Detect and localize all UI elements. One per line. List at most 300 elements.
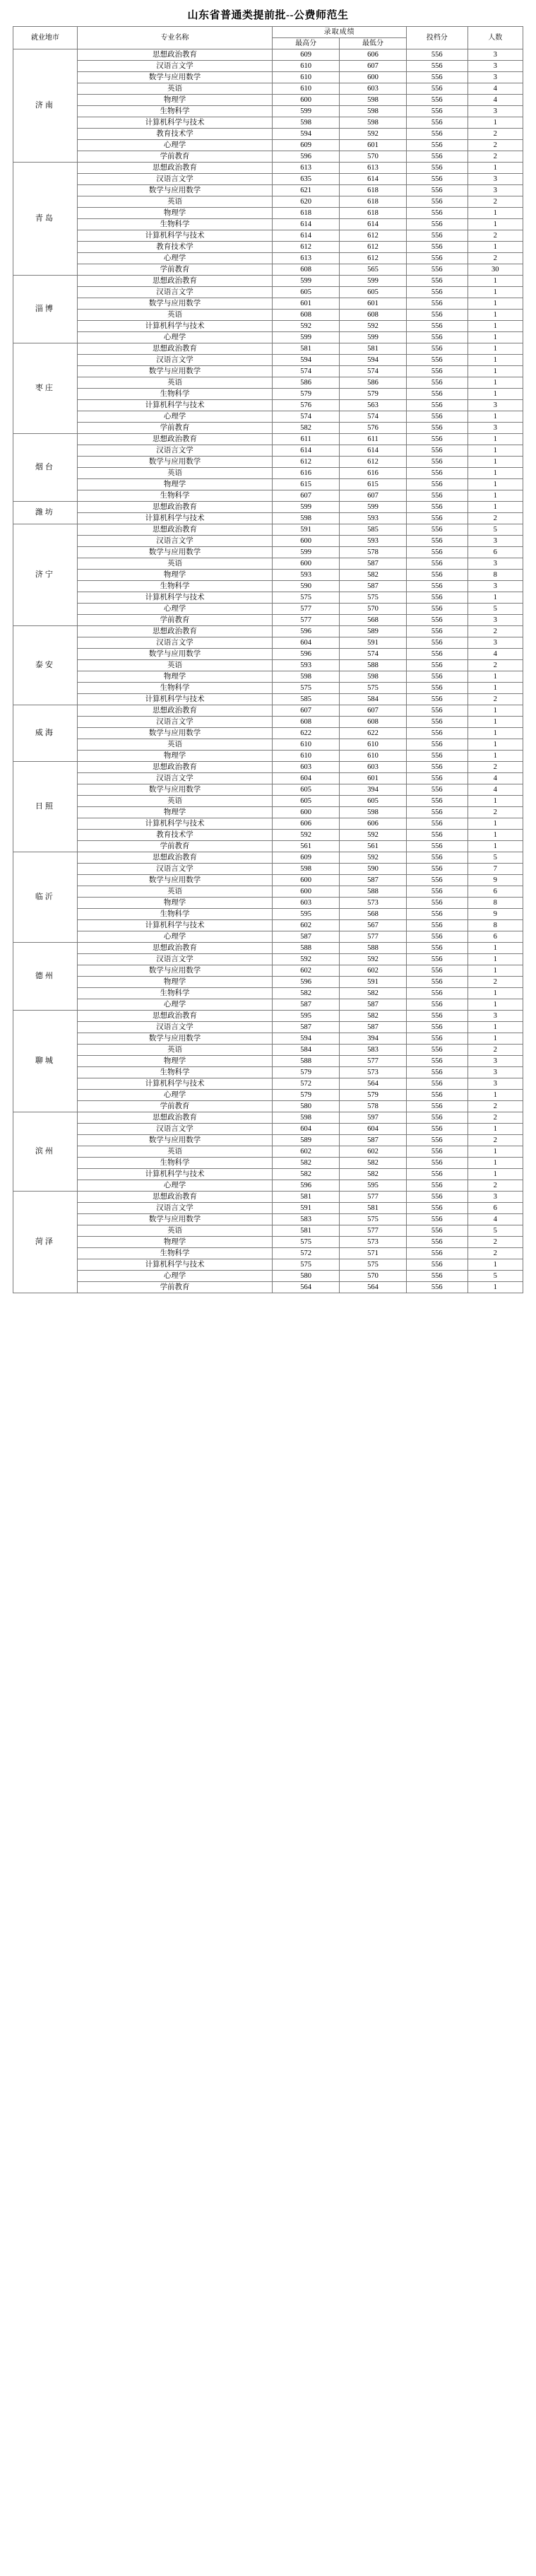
- count-cell: 1: [467, 683, 523, 694]
- count-cell: 1: [467, 343, 523, 355]
- count-cell: 1: [467, 479, 523, 490]
- max-score-cell: 580: [273, 1101, 340, 1112]
- max-score-cell: 600: [273, 875, 340, 886]
- major-name-cell: 计算机科学与技术: [77, 400, 272, 411]
- count-cell: 1: [467, 592, 523, 604]
- table-row: [13, 660, 523, 671]
- cut-score-cell: 556: [406, 502, 467, 513]
- table-row: [13, 1271, 523, 1282]
- major-name-cell: 英语: [77, 1225, 272, 1237]
- cut-score-cell: 556: [406, 1067, 467, 1078]
- min-score-cell: 601: [340, 140, 407, 151]
- cut-score-cell: 556: [406, 321, 467, 332]
- table-row: [13, 151, 523, 163]
- min-score-cell: 575: [340, 1259, 407, 1271]
- min-score-cell: 605: [340, 796, 407, 807]
- cut-score-cell: 556: [406, 807, 467, 818]
- count-cell: 3: [467, 185, 523, 196]
- max-score-cell: 575: [273, 1259, 340, 1271]
- max-score-cell: 587: [273, 1022, 340, 1033]
- min-score-cell: 589: [340, 626, 407, 637]
- max-score-cell: 582: [273, 1169, 340, 1180]
- min-score-cell: 570: [340, 151, 407, 163]
- cut-score-cell: 556: [406, 490, 467, 502]
- table-row: [13, 1045, 523, 1056]
- max-score-cell: 602: [273, 920, 340, 931]
- table-row: [13, 999, 523, 1011]
- count-cell: 9: [467, 909, 523, 920]
- major-name-cell: 学前教育: [77, 1282, 272, 1293]
- major-name-cell: 思想政治教育: [77, 276, 272, 287]
- major-name-cell: 英语: [77, 468, 272, 479]
- min-score-cell: 605: [340, 287, 407, 298]
- min-score-cell: 581: [340, 343, 407, 355]
- min-score-cell: 590: [340, 864, 407, 875]
- cut-score-cell: 556: [406, 117, 467, 129]
- count-cell: 3: [467, 581, 523, 592]
- count-cell: 3: [467, 1192, 523, 1203]
- max-score-cell: 561: [273, 841, 340, 852]
- min-score-cell: 582: [340, 570, 407, 581]
- max-score-cell: 564: [273, 1282, 340, 1293]
- min-score-cell: 611: [340, 434, 407, 445]
- major-name-cell: 生物科学: [77, 909, 272, 920]
- min-score-cell: 587: [340, 1022, 407, 1033]
- count-cell: 1: [467, 366, 523, 377]
- table-row: [13, 694, 523, 705]
- max-score-cell: 621: [273, 185, 340, 196]
- min-score-cell: 593: [340, 513, 407, 524]
- max-score-cell: 594: [273, 129, 340, 140]
- cut-score-cell: 556: [406, 1022, 467, 1033]
- cut-score-cell: 556: [406, 219, 467, 230]
- count-cell: 7: [467, 864, 523, 875]
- cut-score-cell: 556: [406, 513, 467, 524]
- table-row: [13, 468, 523, 479]
- count-cell: 3: [467, 61, 523, 72]
- min-score-cell: 598: [340, 671, 407, 683]
- major-name-cell: 计算机科学与技术: [77, 1259, 272, 1271]
- major-name-cell: 汉语言文学: [77, 355, 272, 366]
- min-score-cell: 597: [340, 1112, 407, 1124]
- major-name-cell: 思想政治教育: [77, 343, 272, 355]
- max-score-cell: 598: [273, 864, 340, 875]
- min-score-cell: 595: [340, 1180, 407, 1192]
- count-cell: 3: [467, 637, 523, 649]
- cut-score-cell: 556: [406, 1045, 467, 1056]
- count-cell: 1: [467, 219, 523, 230]
- major-name-cell: 教育技术学: [77, 830, 272, 841]
- major-name-cell: 汉语言文学: [77, 287, 272, 298]
- major-name-cell: 生物科学: [77, 581, 272, 592]
- count-cell: 2: [467, 1045, 523, 1056]
- count-cell: 3: [467, 1067, 523, 1078]
- cut-score-cell: 556: [406, 400, 467, 411]
- major-name-cell: 英语: [77, 377, 272, 389]
- cut-score-cell: 556: [406, 1112, 467, 1124]
- cut-score-cell: 556: [406, 999, 467, 1011]
- table-row: [13, 807, 523, 818]
- count-cell: 6: [467, 1203, 523, 1214]
- cut-score-cell: 556: [406, 524, 467, 536]
- min-score-cell: 602: [340, 1146, 407, 1158]
- cut-score-cell: 556: [406, 1011, 467, 1022]
- max-score-cell: 598: [273, 117, 340, 129]
- max-score-cell: 587: [273, 931, 340, 943]
- min-score-cell: 592: [340, 830, 407, 841]
- min-score-cell: 608: [340, 310, 407, 321]
- major-name-cell: 数学与应用数学: [77, 366, 272, 377]
- count-cell: 1: [467, 411, 523, 423]
- table-row: [13, 332, 523, 343]
- cut-score-cell: 556: [406, 208, 467, 219]
- count-cell: 3: [467, 106, 523, 117]
- major-name-cell: 思想政治教育: [77, 943, 272, 954]
- cut-score-cell: 556: [406, 1056, 467, 1067]
- count-cell: 1: [467, 1022, 523, 1033]
- count-cell: 2: [467, 253, 523, 264]
- table-row: [13, 671, 523, 683]
- min-score-cell: 610: [340, 739, 407, 751]
- table-row: [13, 1248, 523, 1259]
- min-score-cell: 585: [340, 524, 407, 536]
- count-cell: 2: [467, 196, 523, 208]
- count-cell: 30: [467, 264, 523, 276]
- max-score-cell: 612: [273, 242, 340, 253]
- table-row: [13, 943, 523, 954]
- header-major: 专业名称: [77, 27, 272, 49]
- table-row: [13, 377, 523, 389]
- count-cell: 1: [467, 117, 523, 129]
- cut-score-cell: 556: [406, 185, 467, 196]
- table-row: [13, 185, 523, 196]
- min-score-cell: 577: [340, 1192, 407, 1203]
- max-score-cell: 608: [273, 717, 340, 728]
- table-row: [13, 717, 523, 728]
- major-name-cell: 计算机科学与技术: [77, 1169, 272, 1180]
- cut-score-cell: 556: [406, 965, 467, 977]
- max-score-cell: 583: [273, 1214, 340, 1225]
- max-score-cell: 581: [273, 343, 340, 355]
- max-score-cell: 574: [273, 411, 340, 423]
- cut-score-cell: 556: [406, 536, 467, 547]
- cut-score-cell: 556: [406, 355, 467, 366]
- major-name-cell: 生物科学: [77, 988, 272, 999]
- cut-score-cell: 556: [406, 310, 467, 321]
- min-score-cell: 579: [340, 1090, 407, 1101]
- major-name-cell: 英语: [77, 83, 272, 95]
- max-score-cell: 593: [273, 660, 340, 671]
- cut-score-cell: 556: [406, 1078, 467, 1090]
- min-score-cell: 603: [340, 83, 407, 95]
- count-cell: 1: [467, 445, 523, 457]
- min-score-cell: 618: [340, 185, 407, 196]
- max-score-cell: 605: [273, 784, 340, 796]
- major-name-cell: 心理学: [77, 332, 272, 343]
- min-score-cell: 568: [340, 615, 407, 626]
- major-name-cell: 心理学: [77, 411, 272, 423]
- table-row: [13, 423, 523, 434]
- max-score-cell: 610: [273, 751, 340, 762]
- cut-score-cell: 556: [406, 253, 467, 264]
- max-score-cell: 600: [273, 95, 340, 106]
- min-score-cell: 606: [340, 49, 407, 61]
- max-score-cell: 586: [273, 377, 340, 389]
- count-cell: 1: [467, 705, 523, 717]
- cut-score-cell: 556: [406, 694, 467, 705]
- max-score-cell: 596: [273, 1180, 340, 1192]
- major-name-cell: 思想政治教育: [77, 1011, 272, 1022]
- table-row: [13, 321, 523, 332]
- max-score-cell: 600: [273, 536, 340, 547]
- table-row: [13, 117, 523, 129]
- count-cell: 6: [467, 547, 523, 558]
- cut-score-cell: 556: [406, 784, 467, 796]
- max-score-cell: 595: [273, 1011, 340, 1022]
- table-row: [13, 1158, 523, 1169]
- region-cell: 济宁: [13, 524, 78, 626]
- count-cell: 1: [467, 457, 523, 468]
- count-cell: 1: [467, 1169, 523, 1180]
- table-row: [13, 1282, 523, 1293]
- table-row: [13, 626, 523, 637]
- table-row: [13, 1214, 523, 1225]
- cut-score-cell: 556: [406, 875, 467, 886]
- major-name-cell: 物理学: [77, 570, 272, 581]
- major-name-cell: 英语: [77, 886, 272, 898]
- table-row: [13, 864, 523, 875]
- cut-score-cell: 556: [406, 174, 467, 185]
- major-name-cell: 数学与应用数学: [77, 298, 272, 310]
- min-score-cell: 588: [340, 660, 407, 671]
- major-name-cell: 数学与应用数学: [77, 875, 272, 886]
- max-score-cell: 572: [273, 1248, 340, 1259]
- major-name-cell: 思想政治教育: [77, 434, 272, 445]
- count-cell: 2: [467, 762, 523, 773]
- min-score-cell: 394: [340, 784, 407, 796]
- cut-score-cell: 556: [406, 140, 467, 151]
- table-row: [13, 1192, 523, 1203]
- region-cell: 临沂: [13, 852, 78, 943]
- count-cell: 5: [467, 1225, 523, 1237]
- region-cell: 枣庄: [13, 343, 78, 434]
- region-cell: 日照: [13, 762, 78, 852]
- table-row: [13, 592, 523, 604]
- min-score-cell: 612: [340, 253, 407, 264]
- min-score-cell: 578: [340, 547, 407, 558]
- header-count: 人数: [467, 27, 523, 49]
- major-name-cell: 英语: [77, 310, 272, 321]
- count-cell: 1: [467, 332, 523, 343]
- min-score-cell: 612: [340, 457, 407, 468]
- count-cell: 1: [467, 208, 523, 219]
- table-row: [13, 230, 523, 242]
- cut-score-cell: 556: [406, 728, 467, 739]
- count-cell: 3: [467, 72, 523, 83]
- cut-score-cell: 556: [406, 163, 467, 174]
- max-score-cell: 612: [273, 457, 340, 468]
- count-cell: 4: [467, 784, 523, 796]
- min-score-cell: 582: [340, 1169, 407, 1180]
- table-row: [13, 196, 523, 208]
- min-score-cell: 563: [340, 400, 407, 411]
- table-row: [13, 604, 523, 615]
- major-name-cell: 计算机科学与技术: [77, 513, 272, 524]
- count-cell: 1: [467, 468, 523, 479]
- min-score-cell: 592: [340, 954, 407, 965]
- cut-score-cell: 556: [406, 1259, 467, 1271]
- max-score-cell: 592: [273, 830, 340, 841]
- count-cell: 1: [467, 841, 523, 852]
- major-name-cell: 汉语言文学: [77, 536, 272, 547]
- major-name-cell: 汉语言文学: [77, 954, 272, 965]
- major-name-cell: 思想政治教育: [77, 502, 272, 513]
- min-score-cell: 568: [340, 909, 407, 920]
- table-row: [13, 1180, 523, 1192]
- region-cell: 德州: [13, 943, 78, 1011]
- count-cell: 3: [467, 615, 523, 626]
- major-name-cell: 思想政治教育: [77, 1112, 272, 1124]
- major-name-cell: 数学与应用数学: [77, 1135, 272, 1146]
- major-name-cell: 英语: [77, 1045, 272, 1056]
- count-cell: 1: [467, 717, 523, 728]
- max-score-cell: 600: [273, 807, 340, 818]
- min-score-cell: 567: [340, 920, 407, 931]
- min-score-cell: 564: [340, 1282, 407, 1293]
- major-name-cell: 生物科学: [77, 683, 272, 694]
- cut-score-cell: 556: [406, 931, 467, 943]
- max-score-cell: 596: [273, 626, 340, 637]
- major-name-cell: 汉语言文学: [77, 174, 272, 185]
- count-cell: 3: [467, 536, 523, 547]
- major-name-cell: 物理学: [77, 671, 272, 683]
- cut-score-cell: 556: [406, 332, 467, 343]
- count-cell: 8: [467, 898, 523, 909]
- max-score-cell: 581: [273, 1192, 340, 1203]
- region-cell: 烟台: [13, 434, 78, 502]
- major-name-cell: 思想政治教育: [77, 705, 272, 717]
- major-name-cell: 学前教育: [77, 1101, 272, 1112]
- max-score-cell: 618: [273, 208, 340, 219]
- max-score-cell: 614: [273, 230, 340, 242]
- max-score-cell: 596: [273, 977, 340, 988]
- min-score-cell: 586: [340, 377, 407, 389]
- table-row: [13, 739, 523, 751]
- count-cell: 1: [467, 728, 523, 739]
- max-score-cell: 620: [273, 196, 340, 208]
- cut-score-cell: 556: [406, 1146, 467, 1158]
- major-name-cell: 生物科学: [77, 1248, 272, 1259]
- count-cell: 1: [467, 434, 523, 445]
- table-header-row-1: [13, 27, 523, 38]
- count-cell: 8: [467, 920, 523, 931]
- max-score-cell: 610: [273, 83, 340, 95]
- major-name-cell: 学前教育: [77, 841, 272, 852]
- table-row: [13, 898, 523, 909]
- max-score-cell: 587: [273, 999, 340, 1011]
- min-score-cell: 615: [340, 479, 407, 490]
- cut-score-cell: 556: [406, 547, 467, 558]
- min-score-cell: 599: [340, 332, 407, 343]
- max-score-cell: 599: [273, 276, 340, 287]
- table-row: [13, 977, 523, 988]
- cut-score-cell: 556: [406, 479, 467, 490]
- table-row: [13, 1101, 523, 1112]
- table-row: [13, 513, 523, 524]
- major-name-cell: 生物科学: [77, 219, 272, 230]
- max-score-cell: 572: [273, 1078, 340, 1090]
- table-row: [13, 445, 523, 457]
- max-score-cell: 588: [273, 1056, 340, 1067]
- major-name-cell: 物理学: [77, 898, 272, 909]
- cut-score-cell: 556: [406, 581, 467, 592]
- count-cell: 2: [467, 151, 523, 163]
- min-score-cell: 616: [340, 468, 407, 479]
- count-cell: 2: [467, 230, 523, 242]
- major-name-cell: 计算机科学与技术: [77, 230, 272, 242]
- count-cell: 1: [467, 490, 523, 502]
- min-score-cell: 592: [340, 321, 407, 332]
- min-score-cell: 587: [340, 875, 407, 886]
- min-score-cell: 599: [340, 276, 407, 287]
- min-score-cell: 614: [340, 445, 407, 457]
- max-score-cell: 590: [273, 581, 340, 592]
- min-score-cell: 571: [340, 1248, 407, 1259]
- cut-score-cell: 556: [406, 196, 467, 208]
- table-row: [13, 570, 523, 581]
- cut-score-cell: 556: [406, 626, 467, 637]
- cut-score-cell: 556: [406, 615, 467, 626]
- cut-score-cell: 556: [406, 1225, 467, 1237]
- major-name-cell: 汉语言文学: [77, 61, 272, 72]
- max-score-cell: 581: [273, 1225, 340, 1237]
- count-cell: 1: [467, 671, 523, 683]
- cut-score-cell: 556: [406, 671, 467, 683]
- cut-score-cell: 556: [406, 1101, 467, 1112]
- major-name-cell: 心理学: [77, 253, 272, 264]
- count-cell: 1: [467, 999, 523, 1011]
- table-row: [13, 1033, 523, 1045]
- max-score-cell: 593: [273, 570, 340, 581]
- table-row: [13, 298, 523, 310]
- major-name-cell: 计算机科学与技术: [77, 592, 272, 604]
- cut-score-cell: 556: [406, 1135, 467, 1146]
- header-cut-score: 投档分: [406, 27, 467, 49]
- cut-score-cell: 556: [406, 366, 467, 377]
- cut-score-cell: 556: [406, 604, 467, 615]
- count-cell: 1: [467, 1158, 523, 1169]
- min-score-cell: 587: [340, 999, 407, 1011]
- min-score-cell: 598: [340, 95, 407, 106]
- count-cell: 1: [467, 321, 523, 332]
- major-name-cell: 物理学: [77, 208, 272, 219]
- cut-score-cell: 556: [406, 151, 467, 163]
- cut-score-cell: 556: [406, 230, 467, 242]
- count-cell: 2: [467, 1112, 523, 1124]
- max-score-cell: 608: [273, 264, 340, 276]
- max-score-cell: 594: [273, 355, 340, 366]
- cut-score-cell: 556: [406, 796, 467, 807]
- table-row: [13, 287, 523, 298]
- major-name-cell: 汉语言文学: [77, 773, 272, 784]
- cut-score-cell: 556: [406, 1158, 467, 1169]
- cut-score-cell: 556: [406, 660, 467, 671]
- table-row: [13, 920, 523, 931]
- table-row: [13, 547, 523, 558]
- min-score-cell: 612: [340, 242, 407, 253]
- count-cell: 1: [467, 830, 523, 841]
- cut-score-cell: 556: [406, 129, 467, 140]
